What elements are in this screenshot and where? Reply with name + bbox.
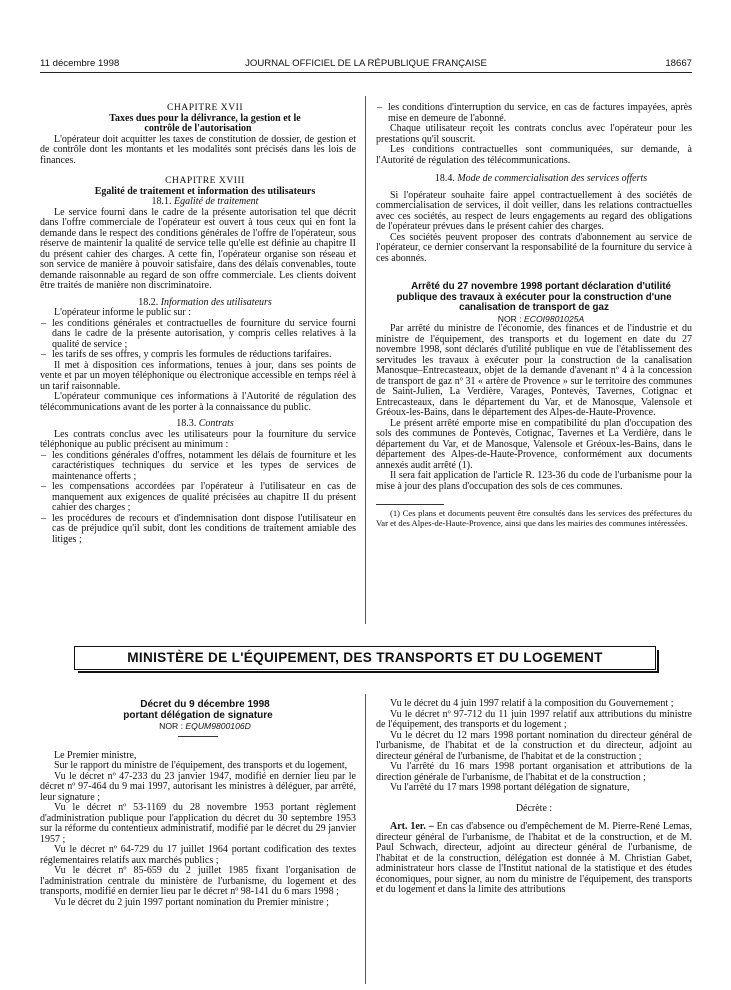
page-header [40,58,692,72]
decret-paragraph: Vu le décret du 2 juin 1997 portant nomination du Premier ministre ; [54,896,329,908]
section-18-4-title: Mode de commercialisation des services offerts [457,173,648,184]
header-rule [40,72,692,73]
decret-title [40,699,356,721]
list-item: – les tarifs de ses offres, y compris les formules de réductions tarifaires. [52,350,356,361]
section-18-4-heading [376,174,692,185]
nor-label: NOR : [159,721,184,731]
section-18-1-number: 18.1. [151,196,172,207]
list-item: – les conditions d'interruption du service, en cas de factures impayées, après mise en demeure de l'abonné. [388,103,692,124]
header-date: 11 décembre 1998 [40,58,120,69]
decret-paragraph: Vu le décret du 12 mars 1998 portant nomination du directeur général de l'urbanisme, de l'habitat et de la construction et du directeur, adjoint au directeur général de l'urbanisme, de l'habitat et de la construction ; [376,729,692,762]
list-item: – les procédures de recours et d'indemnisation dont dispose l'utilisateur en cas de préjudice qu'il subit, dont les conditions de traitement amiable des litiges ; [52,514,356,546]
footnote-rule [376,504,444,505]
decret-paragraph: Vu l'arrêté du 17 mars 1998 portant délégation de signature, [390,782,630,793]
arrete-title: Arrêté du 27 novembre 1998 portant déclaration d'utilité publique des travaux à exécuter pour la construction d'une canalisation de transport de gaz [396,281,672,313]
list-item: – les conditions générales d'offres, notamment les délais de fourniture et les caractéristiques techniques du service et les types de services de maintenance offerts ; [52,451,356,483]
ministry-title: MINISTÈRE DE L'ÉQUIPEMENT, DES TRANSPORTS ET DU LOGEMENT [127,650,603,665]
arrete-paragraph: Le présent arrêté emporte mise en compatibilité du plan d'occupation des sols des communes de Pontevès, Cotignac, Tavernes et La Verdière, dans le département du Var, et de Manosque, Valensole et Gréoux-les-Bains, dans le département des Alpes-de-Haute-Provence, conformément aux documents annexés audit arrêté (1). [376,417,692,471]
section-18-2-paragraph: L'opérateur communique ces informations à l'Autorité de régulation des télécommunications avant de les porter à la connaissance du public. [40,391,356,413]
section-18-3-list-continued [376,103,692,124]
decret-paragraph: Vu le décret nº 85-659 du 2 juillet 1985 fixant l'organisation de l'administration centrale du ministère de l'urbanisme, du logement et des transports, modifié en dernier lieu par le décret nº 98-141 du 6 mars 1998 ; [40,865,356,897]
decret-paragraph: Vu le décret nº 97-712 du 11 juin 1997 relatif aux attributions du ministre de l'équipement, des transports et du logement ; [376,708,692,730]
section-18-3-number: 18.3. [176,418,197,429]
list-item: – les compensations accordées par l'opérateur à l'utilisateur en cas de manquement aux exigences de qualité précisées au chapitre II du présent cahier des charges ; [52,482,356,514]
section-18-4-paragraph: Si l'opérateur souhaite faire appel contractuellement à des sociétés de commercialisation de services, il doit veiller, dans les relations contractuelles avec ces sociétés, au respect de leurs engagements au regard des obligations de l'opérateur prévues dans le présent cahier des charges. [376,189,692,232]
decret-paragraph: Vu le décret du 4 juin 1997 relatif à la composition du Gouvernement ; [390,698,674,709]
section-18-1-title: Egalité de traitement [174,196,259,207]
chapter-17-paragraph: L'opérateur doit acquitter les taxes de constitution de dossier, de gestion et de contrôle dont les montants et les modalités sont précisés dans les lois de finances. [40,133,356,166]
decret-left-column [40,699,356,908]
chapter-18-label: CHAPITRE XVIII [165,175,245,186]
list-item: – les conditions générales et contractuelles de fourniture du service fourni dans le cadre de la présente autorisation, y compris celles relatives à la qualité de service ; [52,319,356,351]
decret-title-line-1: Décret du 9 décembre 1998 [140,699,270,710]
arrete-paragraph: Par arrêté du ministre de l'économie, des finances et de l'industrie et du ministre de l'équipement, des transports et du logement en date du 27 novembre 1998, sont déclarés d'utilité publique en vue de l'établissement des servitudes les travaux à exécuter pour la construction de la canalisation Manosque–Entrecasteaux, objet de la demande d'avenant nº 4 à la concession de transport de gaz nº 31 « artère de Provence » sur le territoire des communes de Saint-Julien, La Verdière, Varages, Pontevès, Tavernes, Cotignac et Entrecasteaux, dans le département du Var, et de Manosque, Valensole et Gréoux-les-Bains, dans le département des Alpes-de-Haute-Provence. [376,323,692,418]
section-18-2-number: 18.2. [138,296,159,308]
column-divider-top [365,96,366,624]
decret-paragraph: Vu le décret nº 47-233 du 23 janvier 1947, modifié en dernier lieu par le décret nº 97-464 du 9 mai 1997, autorisant les ministres à déléguer, par arrêté, leur signature ; [40,770,356,803]
page-number: 18667 [665,58,692,69]
left-column-top [40,103,356,545]
decret-right-column [376,699,692,896]
decret-nor [40,721,356,732]
decret-paragraph: Le Premier ministre, [54,749,137,761]
section-18-3-title: Contrats [198,418,234,429]
column-divider-bottom [365,694,366,984]
contracts-paragraph: Chaque utilisateur reçoit les contrats conclus avec l'opérateur pour les prestations qu'il souscrit. [376,123,692,145]
footnote: (1) Ces plans et documents peuvent être consultés dans les services des préfectures du Var et des Alpes-de-Haute-Provence, ainsi que dans les mairies des communes intéressées. [376,508,692,528]
nor-code: ECOI9801025A [524,313,585,324]
section-18-3-heading [40,419,356,430]
chapter-18-title: Egalité de traitement et information des utilisateurs [94,185,316,197]
chapter-17-title: Taxes dues pour la délivrance, la gestion et le contrôle de l'autorisation [109,112,301,134]
section-18-3-intro: Les contrats conclus avec les utilisateurs pour la fourniture du service téléphonique au public précisent au minimum : [40,428,356,450]
decret-paragraph: Vu le décret nº 53-1169 du 28 novembre 1953 portant règlement d'administration publique pour l'application du décret du 30 septembre 1953 sur la réforme du contentieux administratif, modifié par le décret du 29 janvier 1957 ; [40,802,356,845]
decret-paragraph: Vu l'arrêté du 16 mars 1998 portant organisation et attributions de la direction générale de l'urbanisme, de l'habitat et de la construction ; [376,761,692,783]
decret-paragraph: Vu le décret nº 64-729 du 17 juillet 1964 portant codification des textes réglementaires relatifs aux marchés publics ; [40,844,356,866]
decret-separator [178,736,218,737]
section-18-2-intro: L'opérateur informe le public sur : [54,307,192,318]
section-18-1-heading [40,197,356,208]
article-1-text: En cas d'absence ou d'empêchement de M. Pierre-René Lemas, directeur général de l'urbanisme, de l'habitat et de la construction, et de M. Paul Schwach, directeur, adjoint au directeur général de l'urbanisme, de l'habitat et de la construction, délégation est donnée à M. Christian Gabet, administrateur hors classe de l'Institut national de la statistique et des études économiques, pour signer, au nom du ministre de l'équipement, des transports et du logement et dans la limite des attributions [376,821,692,895]
section-18-3-list [40,451,356,546]
decrete-heading: Décrète : [515,802,553,814]
section-18-2-list [40,319,356,361]
section-18-2-title: Information des utilisateurs [160,296,272,308]
section-18-2-paragraph: Il met à disposition ces informations, tenues à jour, dans ses points de vente et par un moyen téléphonique ou électronique accessible en temps réel à un tarif raisonnable. [40,359,356,392]
journal-title: JOURNAL OFFICIEL DE LA RÉPUBLIQUE FRANÇAISE [245,58,487,69]
ministry-banner [74,646,656,670]
decret-title-line-2: portant délégation de signature [123,710,273,721]
chapter-17-label: CHAPITRE XVII [166,102,244,113]
section-18-4-number: 18.4. [434,173,455,184]
article-1-label: Art. 1er. – [390,821,434,832]
section-18-1-paragraph: Le service fourni dans le cadre de la présente autorisation tel que décrit dans l'offre commerciale de l'opérateur est ouvert à tous ceux qui en font la demande dans le respect des conditions générales de l'offre de l'opérateur, sous réserve de maintenir la qualité de service telle qu'elle est définie au chapitre II du présent cahier des charges. A cette fin, l'opérateur organise son réseau et son service de manière à pouvoir satisfaire, dans des délais convenables, toute demande raisonnable au regard de son offre commerciale. Les clients doivent être traités de manière non discriminatoire. [40,206,356,291]
article-1 [376,822,692,896]
nor-code: EQUM9800106D [185,721,251,731]
section-18-4-paragraph: Ces sociétés peuvent proposer des contrats d'abonnement au service de l'opérateur, ce dernier conservant la responsabilité de la fourniture du service à ces abonnés. [376,231,692,264]
right-column-top [376,103,692,528]
contracts-paragraph: Les conditions contractuelles sont communiquées, sur demande, à l'Autorité de régulation des télécommunications. [376,144,692,166]
nor-label: NOR : [497,313,522,324]
decret-paragraph: Sur le rapport du ministre de l'équipement, des transports et du logement, [54,760,348,771]
arrete-paragraph: Il sera fait application de l'article R. 123-36 du code de l'urbanisme pour la mise à jour des plans d'occupation des sols de ces communes. [376,470,692,492]
